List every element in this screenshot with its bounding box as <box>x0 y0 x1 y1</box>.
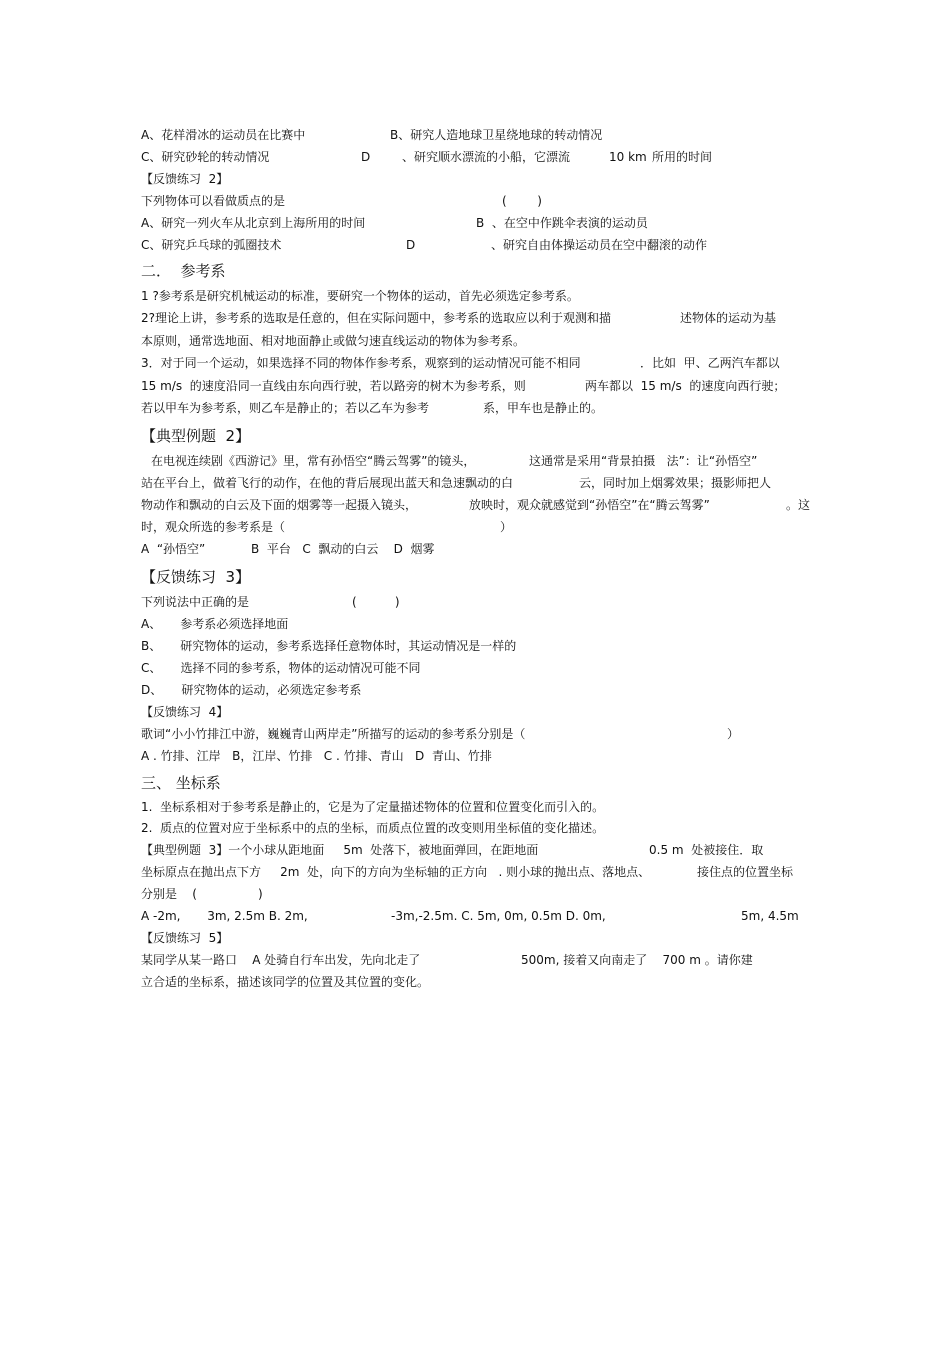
feedback3-option-d: D、 研究物体的运动，必须选定参考系 <box>141 683 362 697</box>
example3-line1-a: 【典型例题 3】一个小球从距地面 5m 处落下，被地面弹回，在距地面 <box>141 843 539 857</box>
feedback5-line1-a: 某同学从某一路口 A 处骑自行车出发，先向北走了 <box>141 953 421 967</box>
feedback4-close-paren: ） <box>727 727 740 741</box>
example3-options-a: A -2m, 3m, 2.5m B. 2m, <box>141 909 308 923</box>
example2-line1-a: 在电视连续剧《西游记》里，常有孙悟空“腾云驾雾”的镜头， <box>151 454 476 468</box>
feedback3-header: 【反馈练习 3】 <box>141 568 251 586</box>
feedback3-stem: 下列说法中正确的是 <box>141 595 250 609</box>
example2-options: A “孙悟空” B 平台 C 飘动的白云 D 烟雾 <box>141 542 435 556</box>
feedback3-option-b: B、 研究物体的运动，参考系选择任意物体时，其运动情况是一样的 <box>141 639 517 653</box>
section2-point2-b: 述物体的运动为基 <box>680 311 777 325</box>
feedback2-option-d-label: D <box>406 238 416 252</box>
example2-line2-b: 云，同时加上烟雾效果；摄影师把人 <box>579 476 772 490</box>
example2-header: 【典型例题 2】 <box>141 427 251 445</box>
feedback5-header: 【反馈练习 5】 <box>141 931 229 945</box>
example2-line4-b: ） <box>500 520 513 534</box>
feedback2-option-d-text: 、研究自由体操运动员在空中翻滚的动作 <box>491 238 708 252</box>
section2-point3-e: 若以甲车为参考系，则乙车是静止的；若以乙车为参考 <box>141 401 430 415</box>
example2-line2-a: 站在平台上，做着飞行的动作，在他的背后展现出蓝天和急速飘动的白 <box>141 476 514 490</box>
example2-line1-b: 这通常是采用“背景拍摄 法”：让“孙悟空” <box>529 454 758 468</box>
section2-point3-d: 两车都以 15 m/s 的速度向西行驶； <box>585 379 786 393</box>
feedback4-header: 【反馈练习 4】 <box>141 705 229 719</box>
feedback2-stem: 下列物体可以看做质点的是 <box>141 194 286 208</box>
feedback5-line2: 立合适的坐标系，描述该同学的位置及其位置的变化。 <box>141 975 430 989</box>
section2-title: 二． 参考系 <box>141 262 226 280</box>
feedback2-option-b: B 、在空中作跳伞表演的运动员 <box>476 216 648 230</box>
q1-option-a: A、花样滑冰的运动员在比赛中 <box>141 128 306 142</box>
section2-point1: 1 ?参考系是研究机械运动的标准，要研究一个物体的运动，首先必须选定参考系。 <box>141 289 579 303</box>
section3-title: 三、 坐标系 <box>141 774 221 792</box>
example3-line1-b: 0.5 m 处被接住．取 <box>649 843 764 857</box>
example3-line2-a: 坐标原点在抛出点下方 2m 处，向下的方向为坐标轴的正方向 . 则小球的抛出点、落地点、 <box>141 865 651 879</box>
example3-options-c: 5m, 4.5m <box>741 909 799 923</box>
example2-line3-a: 物动作和飘动的白云及下面的烟雾等一起摄入镜头， <box>141 498 418 512</box>
section2-point2-a: 2?理论上讲，参考系的选取是任意的，但在实际问题中，参考系的选取应以利于观测和描 <box>141 311 612 325</box>
section2-point3-c: 15 m/s 的速度沿同一直线由东向西行驶，若以路旁的树木为参考系，则 <box>141 379 526 393</box>
section3-point2: 2. 质点的位置对应于坐标系中的点的坐标，而质点位置的改变则用坐标值的变化描述。 <box>141 821 605 835</box>
section2-point3-b: ．比如 甲、乙两汽车都以 <box>640 356 780 370</box>
section2-point3-a: 3．对于同一个运动，如果选择不同的物体作参考系，观察到的运动情况可能不相同 <box>141 356 581 370</box>
feedback3-option-c: C、 选择不同的参考系，物体的运动情况可能不同 <box>141 661 421 675</box>
feedback3-option-a: A、 参考系必须选择地面 <box>141 617 289 631</box>
feedback2-option-a: A、研究一列火车从北京到上海所用的时间 <box>141 216 366 230</box>
feedback2-header: 【反馈练习 2】 <box>141 172 229 186</box>
feedback4-stem: 歌词“小小竹排江中游，巍巍青山两岸走”所描写的运动的参考系分别是（ <box>141 727 526 741</box>
example2-line4-a: 时，观众所选的参考系是（ <box>141 520 286 534</box>
q1-option-d-label: D <box>361 150 371 164</box>
example2-line3-c: 。这 <box>786 498 811 512</box>
feedback5-line1-b: 500m, 接着又向南走了 700 m 。请你建 <box>521 953 753 967</box>
example2-line3-b: 放映时，观众就感觉到“孙悟空”在“腾云驾雾” <box>469 498 710 512</box>
q1-option-d-text: 、研究顺水漂流的小船，它漂流 <box>402 150 571 164</box>
q1-option-c: C、研究砂轮的转动情况 <box>141 150 270 164</box>
q1-option-d-tail: 所用的时间 <box>652 150 713 164</box>
section2-point2-c: 本原则，通常选地面、相对地面静止或做匀速直线运动的物体为参考系。 <box>141 334 526 348</box>
feedback3-answer-paren: ( ) <box>352 595 400 609</box>
q1-option-b: B、研究人造地球卫星绕地球的转动情况 <box>390 128 603 142</box>
example3-options-b: -3m,-2.5m. C. 5m, 0m, 0.5m D. 0m, <box>391 909 606 923</box>
feedback2-option-c: C、研究乒乓球的弧圈技术 <box>141 238 282 252</box>
feedback2-answer-paren: ( ) <box>502 194 542 208</box>
section2-point3-f: 系，甲车也是静止的。 <box>483 401 604 415</box>
section3-point1: 1. 坐标系相对于参考系是静止的，它是为了定量描述物体的位置和位置变化而引入的。 <box>141 800 605 814</box>
example3-line3: 分别是 ( ) <box>141 887 263 901</box>
q1-option-d-distance: 10 km <box>609 150 647 164</box>
feedback4-options: A . 竹排、江岸 B，江岸、竹排 C . 竹排、青山 D 青山、竹排 <box>141 749 492 763</box>
example3-line2-b: 接住点的位置坐标 <box>697 865 794 879</box>
